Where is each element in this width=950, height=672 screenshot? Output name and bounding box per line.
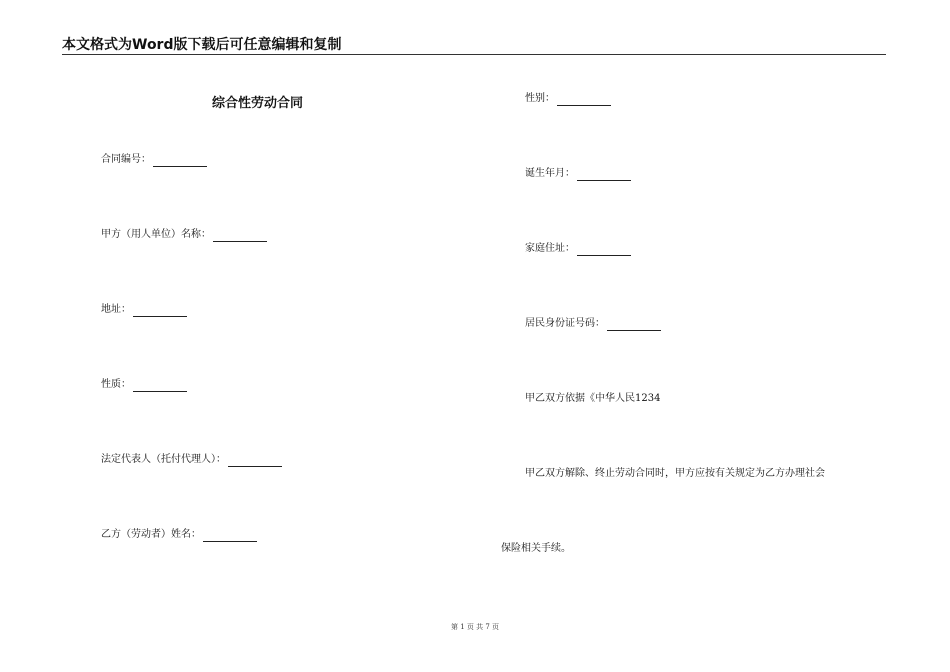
party-a-name-blank[interactable] <box>213 231 267 242</box>
page-number: 第 1 页 共 7 页 <box>450 623 500 631</box>
document-title: 综合性劳动合同 <box>212 96 304 111</box>
contract-number-label: 合同编号： <box>101 154 151 165</box>
party-a-name-label: 甲方（用人单位）名称： <box>101 229 211 240</box>
home-address-label: 家庭住址： <box>525 243 575 254</box>
address-label: 地址： <box>101 304 131 315</box>
home-address-field <box>525 242 631 256</box>
gender-label: 性别： <box>525 93 555 104</box>
party-b-name-blank[interactable] <box>203 531 257 542</box>
contract-number-blank[interactable] <box>153 156 207 167</box>
nature-blank[interactable] <box>133 381 187 392</box>
legal-basis-paragraph: 甲乙双方依据《中华人民1234 <box>525 393 661 404</box>
nature-label: 性质： <box>101 379 131 390</box>
legal-representative-label: 法定代表人（托付代理人）： <box>101 454 226 465</box>
address-field <box>101 303 187 317</box>
contract-number-field <box>101 153 207 167</box>
insurance-paragraph: 保险相关手续。 <box>501 543 571 554</box>
address-blank[interactable] <box>133 306 187 317</box>
legal-representative-blank[interactable] <box>228 456 282 467</box>
party-a-name-field <box>101 228 267 242</box>
home-address-blank[interactable] <box>577 245 631 256</box>
termination-paragraph: 甲乙双方解除、终止劳动合同时，甲方应按有关规定为乙方办理社会 <box>525 468 825 479</box>
nature-field <box>101 378 187 392</box>
birth-date-field <box>525 167 631 181</box>
birth-date-blank[interactable] <box>577 170 631 181</box>
legal-representative-field <box>101 453 282 467</box>
party-b-name-field <box>101 528 257 542</box>
birth-date-label: 诞生年月： <box>525 168 575 179</box>
party-b-name-label: 乙方（劳动者）姓名： <box>101 529 201 540</box>
id-number-label: 居民身份证号码： <box>525 318 605 329</box>
id-number-field <box>525 317 661 331</box>
id-number-blank[interactable] <box>607 320 661 331</box>
gender-field <box>525 92 611 106</box>
header-divider <box>62 54 886 55</box>
gender-blank[interactable] <box>557 95 611 106</box>
header-title: 本文格式为Word版下载后可任意编辑和复制 <box>62 37 342 53</box>
